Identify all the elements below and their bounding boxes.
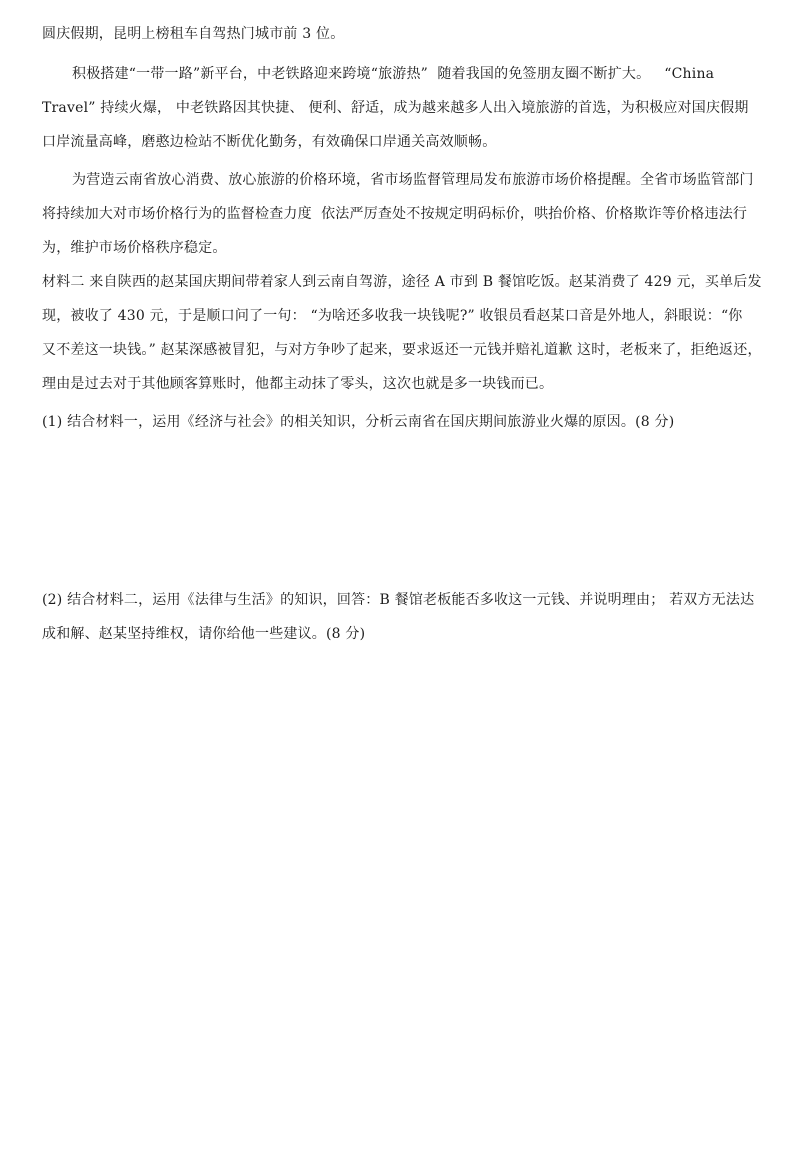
text-line-3: Travel” 持续火爆， 中老铁路因其快捷、 便利、舒适，成为越来越多人出入境旅游的首选，为积极应对国庆假期 <box>42 100 749 116</box>
material-two-line-1: 材料二 来自陕西的赵某国庆期间带着家人到云南自驾游，途径 A 市到 B 餐馆吃饭。赵某消费了 429 元，买单后发 <box>42 274 762 290</box>
question-2-line-1: (2) 结合材料二，运用《法律与生活》的知识，回答：B 餐馆老板能否多收这一元钱、并说明理由； 若双方无法达 <box>42 592 755 608</box>
text-line-5: 为营造云南省放心消费、放心旅游的价格环境，省市场监督管理局发布旅游市场价格提醒。全省市场监管部门 <box>72 172 754 188</box>
text-line-1: 圆庆假期，昆明上榜租车自驾热门城市前 3 位。 <box>42 26 345 42</box>
text-line-2: 积极搭建“一带一路”新平台，中老铁路迎来跨境“旅游热” 随着我国的免签朋友圈不断扩大。 “China <box>72 66 715 82</box>
material-two-line-3: 又不差这一块钱。” 赵某深感被冒犯，与对方争吵了起来，要求返还一元钱并赔礼道歉 这时，老板来了，拒绝返还， <box>42 342 762 358</box>
question-1: (1) 结合材料一，运用《经济与社会》的相关知识，分析云南省在国庆期间旅游业火爆的原因。(8 分) <box>42 414 675 430</box>
text-line-4: 口岸流量高峰，磨憨边检站不断优化勤务，有效确保口岸通关高效顺畅。 <box>42 134 497 150</box>
question-2-line-2: 成和解、赵某坚持维权，请你给他一些建议。(8 分) <box>42 626 366 642</box>
text-line-7: 为，维护市场价格秩序稳定。 <box>42 240 227 256</box>
material-two-line-2: 现，被收了 430 元，于是顺口问了一句： “为啥还多收我一块钱呢?” 收银员看赵某口音是外地人，斜眼说：“你 <box>42 308 743 324</box>
material-two-line-4: 理由是过去对于其他顾客算账时，他都主动抹了零头，这次也就是多一块钱而已。 <box>42 376 554 392</box>
text-line-6: 将持续加大对市场价格行为的监督检查力度 依法严厉查处不按规定明码标价，哄抬价格、价格欺诈等价格违法行 <box>42 206 748 222</box>
